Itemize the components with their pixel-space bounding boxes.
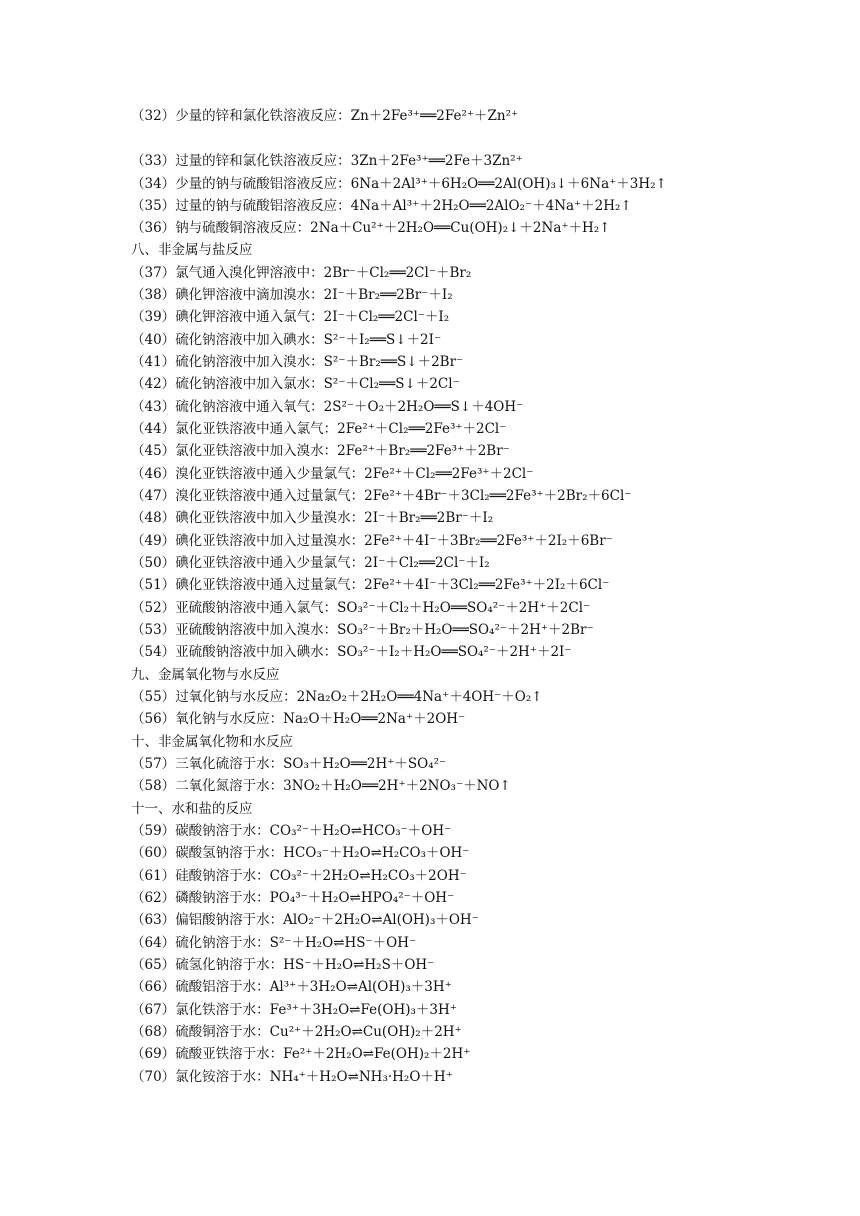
- item-text: 碘化钾溶液中滴加溴水：2I⁻＋Br₂══2Br⁻＋I₂: [175, 287, 453, 303]
- item-number: （39）: [131, 309, 176, 325]
- item-text: 氯化亚铁溶液中通入氯气：2Fe²⁺＋Cl₂══2Fe³⁺＋2Cl⁻: [175, 421, 507, 437]
- item-text: 偏铝酸钠溶于水：AlO₂⁻＋2H₂O⇌Al(OH)₃＋OH⁻: [175, 912, 479, 928]
- item-text: 二氧化氮溶于水：3NO₂＋H₂O══2H⁺＋2NO₃⁻＋NO↑: [175, 778, 511, 794]
- item-number: （55）: [131, 689, 176, 705]
- equation-line: [131, 465, 533, 483]
- equation-line: [131, 554, 490, 572]
- equation-line: [131, 1001, 457, 1019]
- item-number: （40）: [131, 332, 176, 348]
- item-number: （54）: [131, 644, 176, 660]
- item-number: （52）: [131, 600, 176, 616]
- equation-line: [131, 353, 463, 371]
- item-text: 氯化亚铁溶液中加入溴水：2Fe²⁺＋Br₂══2Fe³⁺＋2Br⁻: [175, 443, 510, 459]
- item-text: 硅酸钠溶于水：CO₃²⁻＋2H₂O⇌H₂CO₃＋2OH⁻: [175, 868, 467, 884]
- item-number: （50）: [131, 555, 176, 571]
- equation-line: [131, 197, 632, 215]
- equation-line: [131, 219, 611, 237]
- item-text: 碘化钾溶液中通入氯气：2I⁻＋Cl₂══2Cl⁻＋I₂: [175, 309, 450, 325]
- section-heading-text: 十一、水和盐的反应: [131, 801, 253, 817]
- item-number: （66）: [131, 979, 176, 995]
- item-text: 三氧化硫溶于水：SO₃＋H₂O══2H⁺＋SO₄²⁻: [175, 756, 447, 772]
- item-text: 碳酸氢钠溶于水：HCO₃⁻＋H₂O⇌H₂CO₃＋OH⁻: [175, 845, 470, 861]
- item-number: （69）: [131, 1046, 176, 1062]
- item-text: 少量的锌和氯化铁溶液反应：Zn＋2Fe³⁺══2Fe²⁺＋Zn²⁺: [175, 108, 519, 124]
- equation-line: [131, 1068, 453, 1086]
- item-number: （65）: [131, 957, 176, 973]
- equation-line: [131, 331, 441, 349]
- item-text: 氯气通入溴化钾溶液中：2Br⁻＋Cl₂══2Cl⁻＋Br₂: [175, 265, 472, 281]
- item-text: 硫化钠溶液中加入溴水：S²⁻＋Br₂══S↓＋2Br⁻: [175, 354, 464, 370]
- item-text: 亚硫酸钠溶液中加入碘水：SO₃²⁻＋I₂＋H₂O══SO₄²⁻＋2H⁺＋2I⁻: [175, 644, 572, 660]
- item-text: 碘化亚铁溶液中通入少量氯气：2I⁻＋Cl₂══2Cl⁻＋I₂: [175, 555, 490, 571]
- item-number: （45）: [131, 443, 176, 459]
- item-number: （49）: [131, 533, 176, 549]
- item-text: 碘化亚铁溶液中通入过量氯气：2Fe²⁺＋4I⁻＋3Cl₂══2Fe³⁺＋2I₂＋6Cl⁻: [175, 577, 610, 593]
- item-text: 硫氢化钠溶于水：HS⁻＋H₂O⇌H₂S＋OH⁻: [175, 957, 435, 973]
- item-text: 亚硫酸钠溶液中加入溴水：SO₃²⁻＋Br₂＋H₂O══SO₄²⁻＋2H⁺＋2Br⁻: [175, 622, 594, 638]
- item-number: （64）: [131, 935, 176, 951]
- item-number: （62）: [131, 890, 176, 906]
- equation-line: [131, 822, 451, 840]
- equation-line: [131, 1023, 462, 1041]
- equation-line: [131, 286, 453, 304]
- item-number: （67）: [131, 1002, 176, 1018]
- section-heading: [131, 800, 253, 818]
- item-text: 硫化钠溶液中加入氯水：S²⁻＋Cl₂══S↓＋2Cl⁻: [175, 376, 460, 392]
- item-text: 亚硫酸钠溶液中通入氯气：SO₃²⁻＋Cl₂＋H₂O══SO₄²⁻＋2H⁺＋2Cl⁻: [175, 600, 591, 616]
- equation-line: [131, 1045, 470, 1063]
- section-heading: [131, 733, 293, 751]
- item-text: 硫化钠溶液中通入氧气：2S²⁻＋O₂＋2H₂O══S↓＋4OH⁻: [175, 399, 524, 415]
- item-text: 硫酸铝溶于水：Al³⁺＋3H₂O⇌Al(OH)₃＋3H⁺: [175, 979, 452, 995]
- item-number: （42）: [131, 376, 176, 392]
- item-text: 钠与硫酸铜溶液反应：2Na＋Cu²⁺＋2H₂O══Cu(OH)₂↓＋2Na⁺＋H₂↑: [175, 220, 611, 236]
- equation-line: [131, 107, 518, 125]
- equation-line: [131, 442, 510, 460]
- equation-line: [131, 375, 460, 393]
- item-number: （58）: [131, 778, 176, 794]
- item-text: 硫化钠溶液中加入碘水：S²⁻＋I₂══S↓＋2I⁻: [175, 332, 442, 348]
- equation-line: [131, 532, 613, 550]
- item-number: （47）: [131, 488, 176, 504]
- equation-line: [131, 978, 452, 996]
- item-number: （61）: [131, 868, 176, 884]
- equation-line: [131, 911, 479, 929]
- item-number: （68）: [131, 1024, 176, 1040]
- item-number: （57）: [131, 756, 176, 772]
- item-number: （53）: [131, 622, 176, 638]
- item-number: （36）: [131, 220, 176, 236]
- item-text: 溴化亚铁溶液中通入过量氯气：2Fe²⁺＋4Br⁻＋3Cl₂══2Fe³⁺＋2Br₂＋6Cl⁻: [175, 488, 632, 504]
- equation-line: [131, 777, 511, 795]
- item-number: （32）: [131, 108, 176, 124]
- item-number: （51）: [131, 577, 176, 593]
- item-number: （56）: [131, 711, 176, 727]
- item-text: 氧化钠与水反应：Na₂O＋H₂O══2Na⁺＋2OH⁻: [175, 711, 466, 727]
- equation-line: [131, 152, 523, 170]
- item-text: 氯化铵溶于水：NH₄⁺＋H₂O⇌NH₃·H₂O＋H⁺: [175, 1069, 453, 1085]
- equation-line: [131, 688, 543, 706]
- equation-line: [131, 576, 609, 594]
- item-number: （33）: [131, 153, 176, 169]
- equation-line: [131, 934, 416, 952]
- item-number: （38）: [131, 287, 176, 303]
- equation-line: [131, 755, 446, 773]
- section-heading: [131, 666, 280, 684]
- item-number: （35）: [131, 198, 176, 214]
- item-text: 碳酸钠溶于水：CO₃²⁻＋H₂O⇌HCO₃⁻＋OH⁻: [175, 823, 452, 839]
- item-number: （41）: [131, 354, 176, 370]
- item-text: 溴化亚铁溶液中通入少量氯气：2Fe²⁺＋Cl₂══2Fe³⁺＋2Cl⁻: [175, 466, 534, 482]
- item-text: 硫酸铜溶于水：Cu²⁺＋2H₂O⇌Cu(OH)₂＋2H⁺: [175, 1024, 462, 1040]
- item-number: （48）: [131, 510, 176, 526]
- item-text: 硫酸亚铁溶于水：Fe²⁺＋2H₂O⇌Fe(OH)₂＋2H⁺: [175, 1046, 471, 1062]
- item-text: 少量的钠与硫酸铝溶液反应：6Na＋2Al³⁺＋6H₂O══2Al(OH)₃↓＋6Na⁺＋3H₂↑: [175, 176, 667, 192]
- item-text: 硫化钠溶于水：S²⁻＋H₂O⇌HS⁻＋OH⁻: [175, 935, 417, 951]
- item-text: 过量的锌和氯化铁溶液反应：3Zn＋2Fe³⁺══2Fe＋3Zn²⁺: [175, 153, 523, 169]
- item-number: （63）: [131, 912, 176, 928]
- item-number: （44）: [131, 421, 176, 437]
- item-text: 碘化亚铁溶液中加入少量溴水：2I⁻＋Br₂══2Br⁻＋I₂: [175, 510, 494, 526]
- item-text: 过氧化钠与水反应：2Na₂O₂＋2H₂O══4Na⁺＋4OH⁻＋O₂↑: [175, 689, 543, 705]
- equation-line: [131, 844, 469, 862]
- equation-line: [131, 308, 449, 326]
- section-heading: [131, 241, 253, 259]
- item-number: （70）: [131, 1069, 176, 1085]
- section-heading-text: 八、非金属与盐反应: [131, 242, 253, 258]
- item-text: 磷酸钠溶于水：PO₄³⁻＋H₂O⇌HPO₄²⁻＋OH⁻: [175, 890, 455, 906]
- section-heading-text: 十、非金属氧化物和水反应: [131, 734, 293, 750]
- item-number: （46）: [131, 466, 176, 482]
- equation-line: [131, 420, 506, 438]
- item-text: 过量的钠与硫酸铝溶液反应：4Na＋Al³⁺＋2H₂O══2AlO₂⁻＋4Na⁺＋2H₂↑: [175, 198, 632, 214]
- equation-line: [131, 398, 523, 416]
- equation-line: [131, 643, 572, 661]
- equation-line: [131, 599, 590, 617]
- equation-line: [131, 487, 631, 505]
- equation-line: [131, 710, 465, 728]
- item-number: （60）: [131, 845, 176, 861]
- item-text: 氯化铁溶于水：Fe³⁺＋3H₂O⇌Fe(OH)₃＋3H⁺: [175, 1002, 457, 1018]
- item-text: 碘化亚铁溶液中加入过量溴水：2Fe²⁺＋4I⁻＋3Br₂══2Fe³⁺＋2I₂＋6Br⁻: [175, 533, 613, 549]
- item-number: （34）: [131, 176, 176, 192]
- equation-line: [131, 509, 493, 527]
- item-number: （37）: [131, 265, 176, 281]
- equation-line: [131, 264, 471, 282]
- equation-line: [131, 956, 434, 974]
- item-number: （43）: [131, 399, 176, 415]
- section-heading-text: 九、金属氧化物与水反应: [131, 667, 280, 683]
- equation-line: [131, 867, 467, 885]
- equation-line: [131, 621, 594, 639]
- equation-line: [131, 175, 667, 193]
- item-number: （59）: [131, 823, 176, 839]
- equation-line: [131, 889, 454, 907]
